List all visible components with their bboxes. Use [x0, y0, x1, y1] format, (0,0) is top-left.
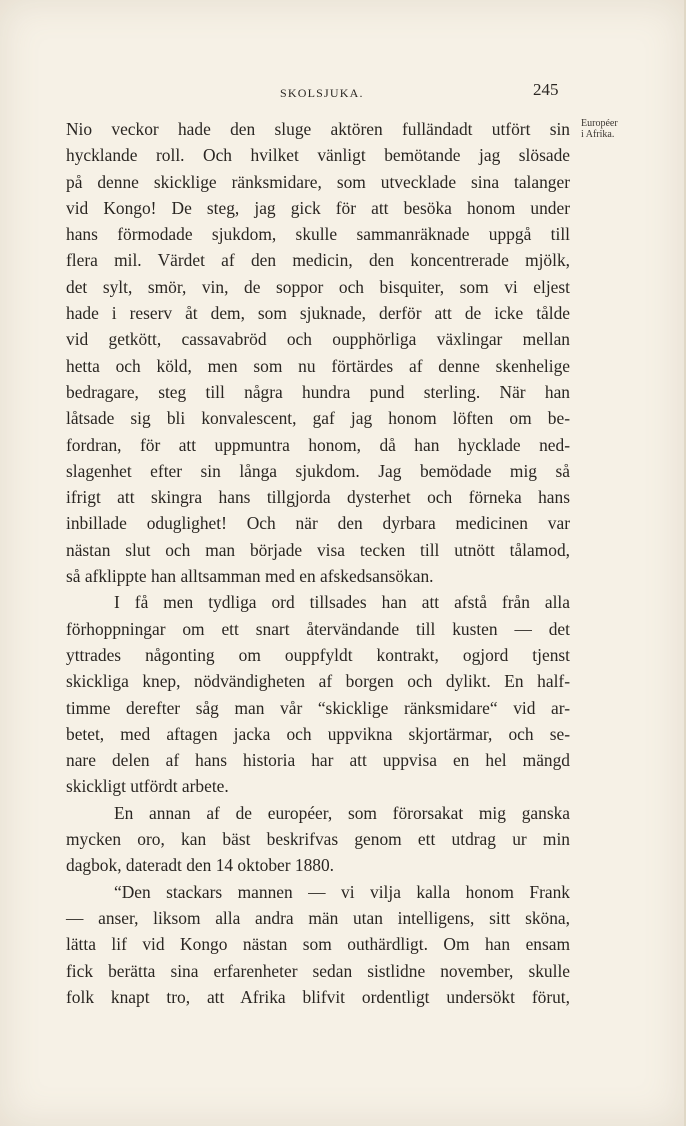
text-line: betet, med aftagen jacka och uppvikna skjortärmar, och se- [66, 723, 570, 744]
text-line: mycken oro, kan bäst beskrifvas genom ett utdrag ur min [66, 829, 570, 850]
page-number: 245 [533, 80, 559, 99]
text-line: hade i reserv åt dem, som sjuknade, derför att de icke tålde [66, 303, 570, 324]
text-line: En annan af de européer, som förorsakat mig ganska [114, 802, 570, 823]
text-line: så afklippte han alltsamman med en afskedsansökan. [66, 566, 434, 587]
text-line: nästan slut och man började visa tecken till utnött tålamod, [66, 539, 570, 560]
text-line: hycklande roll. Och hvilket vänligt bemötande jag slösade [66, 145, 570, 166]
text-line: bedragare, steg till några hundra pund sterling. När han [66, 381, 570, 402]
text-line: nare delen af hans historia har att uppvisa en hel mängd [66, 750, 570, 771]
text-line: — anser, liksom alla andra män utan intelligens, sitt sköna, [66, 907, 570, 928]
margin-note [581, 118, 618, 140]
text-line: ifrigt att skingra hans tillgjorda dysterhet och förneka hans [66, 487, 570, 508]
margin-note-line: Européer [581, 118, 618, 129]
text-line: dagbok, dateradt den 14 oktober 1880. [66, 855, 335, 876]
text-line: fick berätta sina erfarenheter sedan sistlidne november, skulle [66, 960, 570, 981]
text-line: det sylt, smör, vin, de soppor och bisquiter, som vi eljest [66, 276, 570, 297]
text-line: vid getkött, cassavabröd och oupphörliga växlingar mellan [66, 329, 570, 350]
text-line: skickligt utfördt arbete. [66, 776, 229, 797]
text-line: “Den stackars mannen — vi vilja kalla honom Frank [114, 881, 570, 902]
text-line: slagenhet efter sin långa sjukdom. Jag bemödade mig så [66, 460, 570, 481]
text-line: vid Kongo! De steg, jag gick för att besöka honom under [66, 197, 570, 218]
text-line: på denne skicklige ränksmidare, som utvecklade sina talanger [66, 171, 570, 192]
text-line: inbillade oduglighet! Och när den dyrbara medicinen var [66, 513, 570, 534]
text-line: fordran, för att uppmuntra honom, då han hycklade ned- [66, 434, 570, 455]
text-line: I få men tydliga ord tillsades han att afstå från alla [114, 592, 570, 613]
running-title: SKOLSJUKA. [280, 86, 364, 100]
margin-note-line: i Afrika. [581, 129, 615, 140]
text-line: lätta lif vid Kongo nästan som outhärdligt. Om han ensam [66, 934, 570, 955]
text-line: yttrades någonting om ouppfyldt kontrakt, ogjord tjenst [66, 644, 570, 665]
text-line: låtsade sig bli konvalescent, gaf jag honom löften om be- [66, 408, 570, 429]
text-line: hetta och köld, men som nu förtärdes af denne skenhelige [66, 355, 570, 376]
text-line: förhoppningar om ett snart återvändande till kusten — det [66, 618, 570, 639]
text-line: Nio veckor hade den sluge aktören fulländadt utfört sin [66, 119, 570, 139]
text-line: folk knapt tro, att Afrika blifvit ordentligt undersökt förut, [66, 986, 570, 1007]
text-line: hans förmodade sjukdom, skulle sammanräknade uppgå till [66, 224, 570, 245]
text-line: skickliga knep, nödvändigheten af borgen och dylikt. En half- [66, 671, 570, 692]
text-line: flera mil. Värdet af den medicin, den koncentrerade mjölk, [66, 250, 570, 271]
text-line: timme derefter såg man vår “skicklige ränksmidare“ vid ar- [66, 697, 570, 718]
body-text [66, 116, 570, 1010]
